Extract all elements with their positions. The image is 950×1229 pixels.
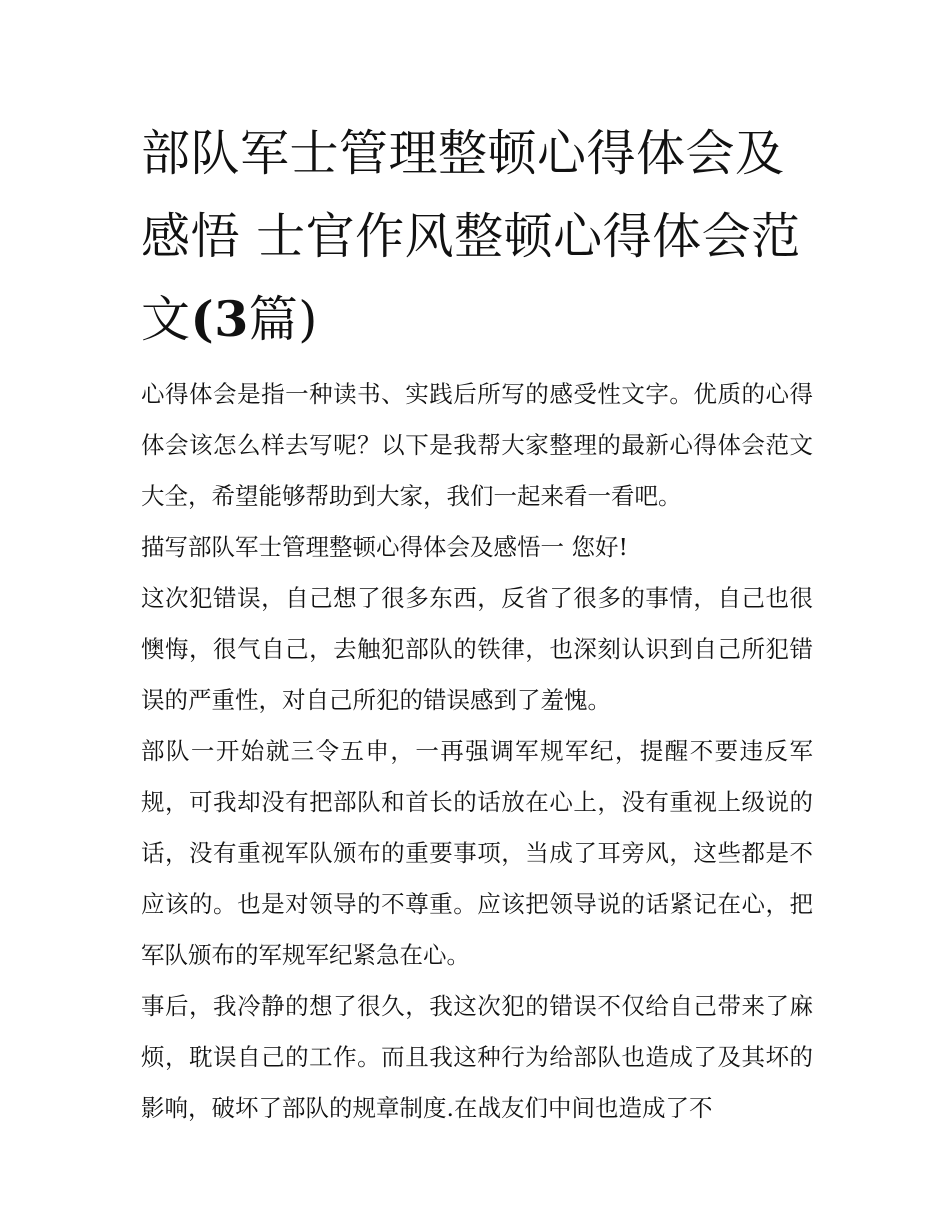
paragraph-heading: 描写部队军士管理整顿心得体会及感悟一 您好! bbox=[141, 533, 628, 561]
document-page bbox=[141, 112, 813, 1134]
paragraph: 事后，我冷静的想了很久，我这次犯的错误不仅给自己带来了麻烦，耽误自己的工作。而且我这种行为给部队也造成了及其坏的影响，破坏了部队的规章制度.在战友们中间也造成了不 bbox=[141, 992, 813, 1122]
paragraph-intro: 心得体会是指一种读书、实践后所写的感受性文字。优质的心得体会该怎么样去写呢？以下是我帮大家整理的最新心得体会范文大全，希望能够帮助到大家，我们一起来看一看吧。 bbox=[141, 380, 813, 510]
paragraph: 这次犯错误，自己想了很多东西，反省了很多的事情，自己也很懊悔，很气自己，去触犯部队的铁律，也深刻认识到自己所犯错误的严重性，对自己所犯的错误感到了羞愧。 bbox=[141, 584, 813, 714]
title-suffix: 篇) bbox=[248, 291, 318, 348]
document-body bbox=[141, 369, 813, 1134]
title-count: (3 bbox=[190, 290, 249, 348]
title-text: 部队军士管理整顿心得体会及感悟 士官作风整顿心得体会范文 bbox=[141, 125, 801, 348]
document-title bbox=[141, 112, 813, 361]
paragraph: 部队一开始就三令五申，一再强调军规军纪，提醒不要违反军规，可我却没有把部队和首长的话放在心上，没有重视上级说的话，没有重视军队颁布的重要事项，当成了耳旁风，这些都是不应该的。也是对领导的不尊重。应该把领导说的话紧记在心，把军队颁布的军规军纪紧急在心。 bbox=[141, 737, 813, 969]
